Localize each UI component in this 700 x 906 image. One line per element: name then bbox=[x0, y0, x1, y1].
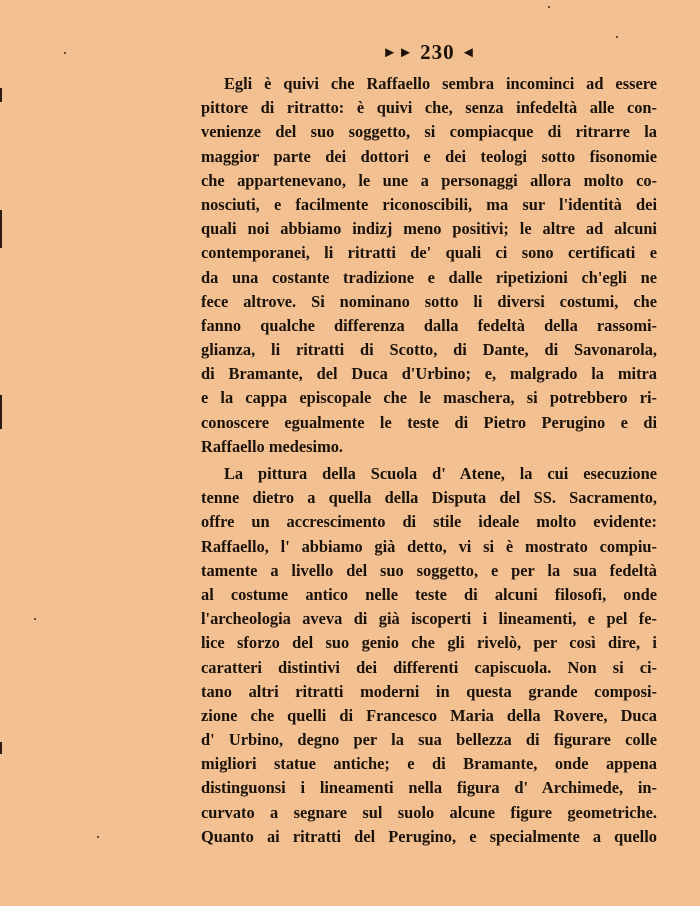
text-line: migliori statue antiche; e di Bramante, onde appena bbox=[201, 754, 657, 774]
page-number: 230 bbox=[420, 40, 455, 64]
text-line: fece altrove. Si nominano sotto li diversi costumi, che bbox=[201, 291, 657, 311]
text-line: caratteri distintivi dei differenti capiscuola. Non si ci- bbox=[201, 657, 657, 677]
scan-speck bbox=[548, 6, 550, 8]
left-ornament-icon: ►► bbox=[382, 45, 414, 61]
text-line: pittore di ritratto: è quivi che, senza infedeltà alle con- bbox=[201, 98, 657, 118]
text-line: Raffaello medesimo. bbox=[201, 436, 344, 456]
right-ornament-icon: ◄ bbox=[460, 45, 477, 61]
text-line: nosciuti, e facilmente riconoscibili, ma sur l'identità dei bbox=[201, 194, 657, 214]
text-line: e la cappa episcopale che le maschera, si potrebbero ri- bbox=[201, 388, 657, 408]
text-line: Egli è quivi che Raffaello sembra incominci ad essere bbox=[224, 74, 657, 93]
text-line: zione che quelli di Francesco Maria della Rovere, Duca bbox=[201, 705, 657, 725]
text-line: conoscere egualmente le teste di Pietro Perugino e di bbox=[201, 412, 657, 432]
scan-speck bbox=[616, 36, 618, 38]
text-line: da una costante tradizione e dalle ripetizioni ch'egli ne bbox=[201, 267, 657, 287]
scan-edge-mark bbox=[0, 395, 2, 429]
text-line: contemporanei, li ritratti de' quali ci sono certificati e bbox=[201, 243, 657, 263]
text-line: glianza, li ritratti di Scotto, di Dante, di Savonarola, bbox=[201, 340, 657, 360]
scan-speck bbox=[34, 618, 36, 620]
text-line: fanno qualche differenza dalla fedeltà della rassomi- bbox=[201, 315, 657, 335]
text-line: l'archeologia aveva di già iscoperti i lineamenti, e pel fe- bbox=[201, 609, 657, 629]
scan-edge-mark bbox=[0, 88, 2, 102]
text-line: tenne dietro a quella della Disputa del SS. Sacramento, bbox=[201, 488, 657, 508]
text-line: di Bramante, del Duca d'Urbino; e, malgrado la mitra bbox=[201, 364, 657, 384]
text-line: maggior parte dei dottori e dei teologi sotto fisonomie bbox=[201, 146, 657, 166]
text-line: che appartenevano, le une a personaggi allora molto co- bbox=[201, 170, 657, 190]
text-line: offre un accrescimento di stile ideale molto evidente: bbox=[201, 512, 657, 532]
text-line: quali noi abbiamo indizj meno positivi; le altre ad alcuni bbox=[201, 219, 657, 239]
text-line: tano altri ritratti moderni in questa grande composi- bbox=[201, 681, 657, 701]
scan-edge-mark bbox=[0, 742, 2, 754]
body-text bbox=[201, 72, 657, 849]
scan-edge-mark bbox=[0, 210, 2, 248]
scan-speck bbox=[97, 836, 99, 838]
text-line: Quanto ai ritratti del Perugino, e specialmente a quello bbox=[201, 826, 657, 846]
text-line: lice sforzo del suo genio che gli rivelò, per così dire, i bbox=[201, 633, 657, 653]
text-line: Raffaello, l' abbiamo già detto, vi si è mostrato compiu- bbox=[201, 536, 657, 556]
text-line: al costume antico nelle teste di alcuni filosofi, onde bbox=[201, 584, 657, 604]
page-header bbox=[200, 40, 659, 65]
text-line: distinguonsi i lineamenti nella figura d' Archimede, in- bbox=[201, 778, 657, 798]
text-line: d' Urbino, degno per la sua bellezza di figurare colle bbox=[201, 730, 657, 750]
text-line: tamente a livello del suo soggetto, e per la sua fedeltà bbox=[201, 560, 657, 580]
text-line: curvato a segnare sul suolo alcune figure geometriche. bbox=[201, 802, 657, 822]
scan-speck bbox=[64, 52, 66, 54]
text-line: La pittura della Scuola d' Atene, la cui esecuzione bbox=[224, 464, 657, 483]
text-line: venienze del suo soggetto, si compiacque di ritrarre la bbox=[201, 122, 657, 142]
